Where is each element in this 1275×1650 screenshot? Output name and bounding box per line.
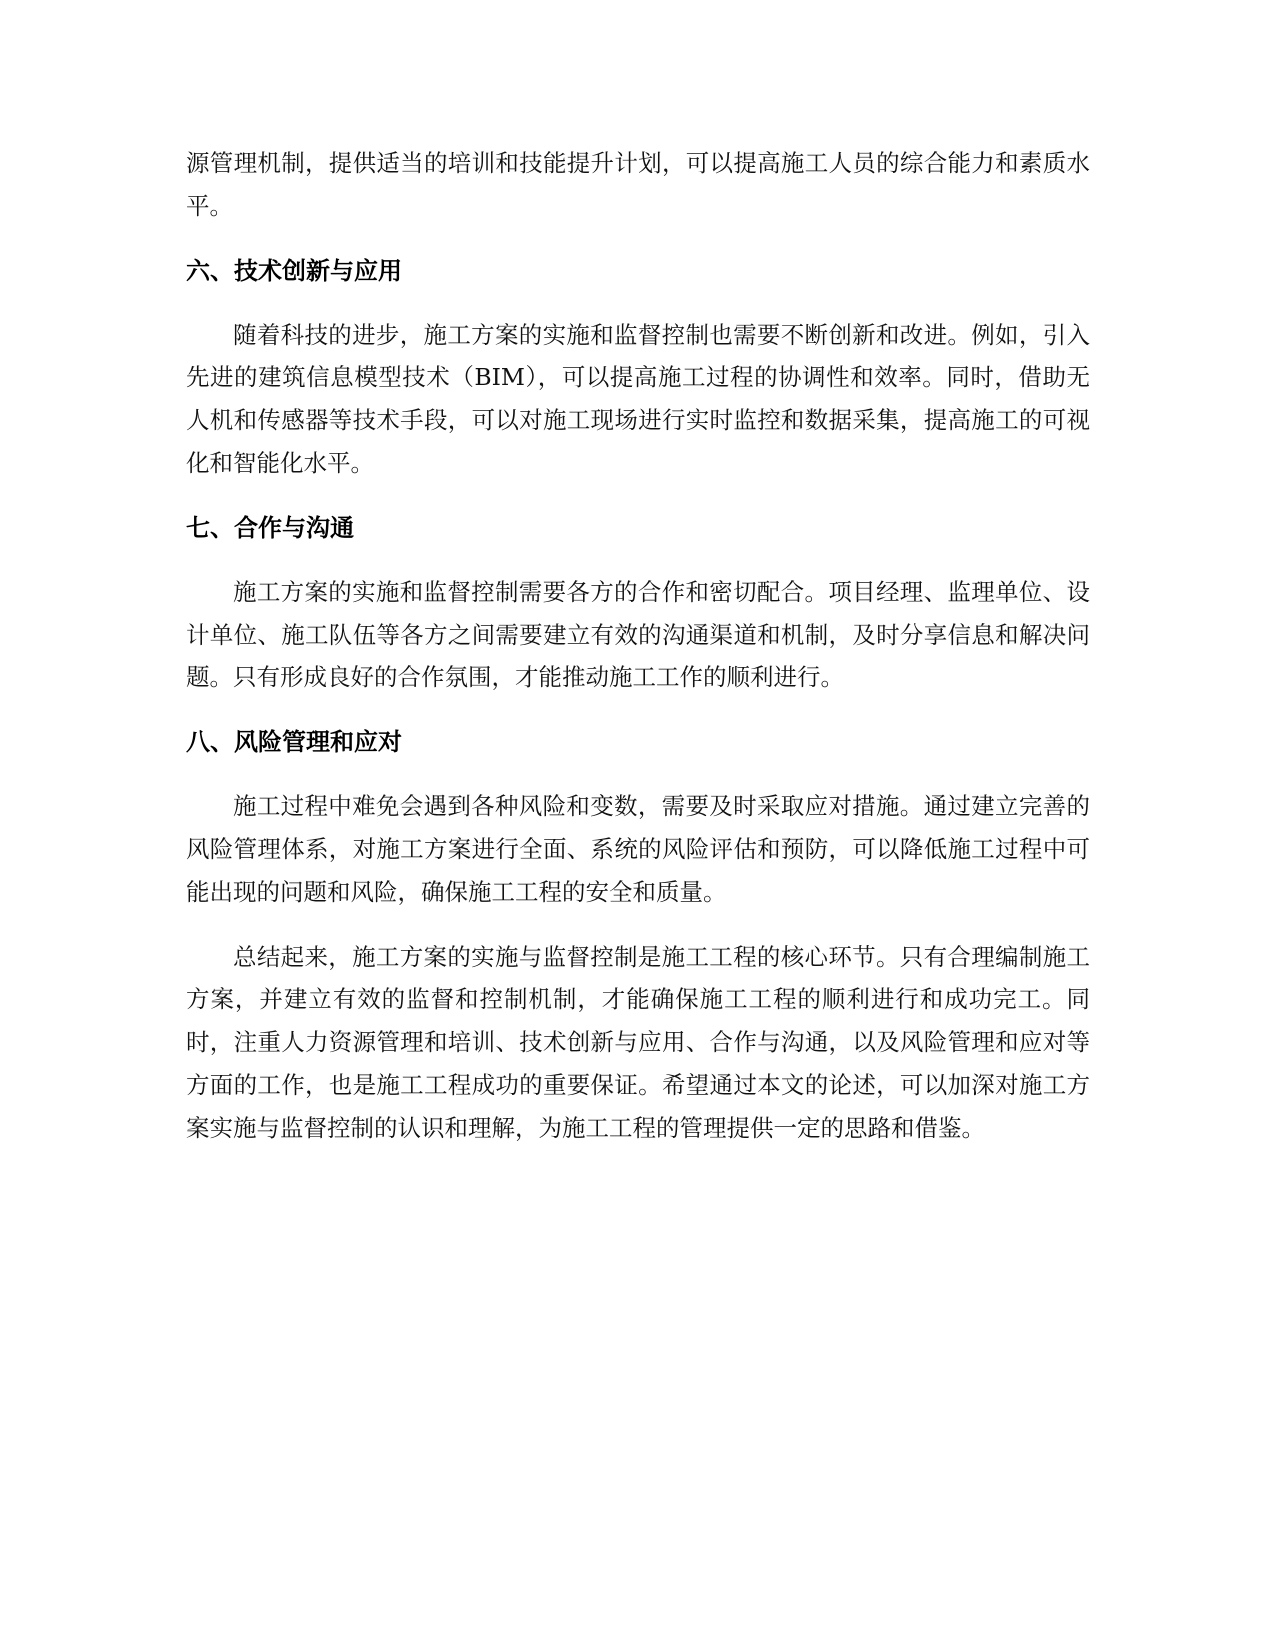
- paragraph-tech-innovation: 随着科技的进步，施工方案的实施和监督控制也需要不断创新和改进。例如，引入先进的建筑信息模型技术（BIM），可以提高施工过程的协调性和效率。同时，借助无人机和传感器等技术手段，可以对施工现场进行实时监控和数据采集，提高施工的可视化和智能化水平。: [186, 320, 1090, 477]
- section-heading-cooperation: 七、合作与沟通: [186, 513, 354, 542]
- document-body: [186, 142, 1090, 1172]
- paragraph-cooperation: 施工方案的实施和监督控制需要各方的合作和密切配合。项目经理、监理单位、设计单位、施工队伍等各方之间需要建立有效的沟通渠道和机制，及时分享信息和解决问题。只有形成良好的合作氛围，才能推动施工工作的顺利进行。: [186, 577, 1090, 692]
- paragraph-conclusion: 总结起来，施工方案的实施与监督控制是施工工程的核心环节。只有合理编制施工方案，并建立有效的监督和控制机制，才能确保施工工程的顺利进行和成功完工。同时，注重人力资源管理和培训、技术创新与应用、合作与沟通，以及风险管理和应对等方面的工作，也是施工工程成功的重要保证。希望通过本文的论述，可以加深对施工方案实施与监督控制的认识和理解，为施工工程的管理提供一定的思路和借鉴。: [186, 942, 1090, 1142]
- section-heading-tech-innovation: 六、技术创新与应用: [186, 256, 402, 285]
- paragraph-continued: 源管理机制，提供适当的培训和技能提升计划，可以提高施工人员的综合能力和素质水平。: [186, 149, 1090, 220]
- section-heading-risk-management: 八、风险管理和应对: [186, 728, 402, 757]
- paragraph-risk-management: 施工过程中难免会遇到各种风险和变数，需要及时采取应对措施。通过建立完善的风险管理体系，对施工方案进行全面、系统的风险评估和预防，可以降低施工过程中可能出现的问题和风险，确保施工工程的安全和质量。: [186, 792, 1090, 906]
